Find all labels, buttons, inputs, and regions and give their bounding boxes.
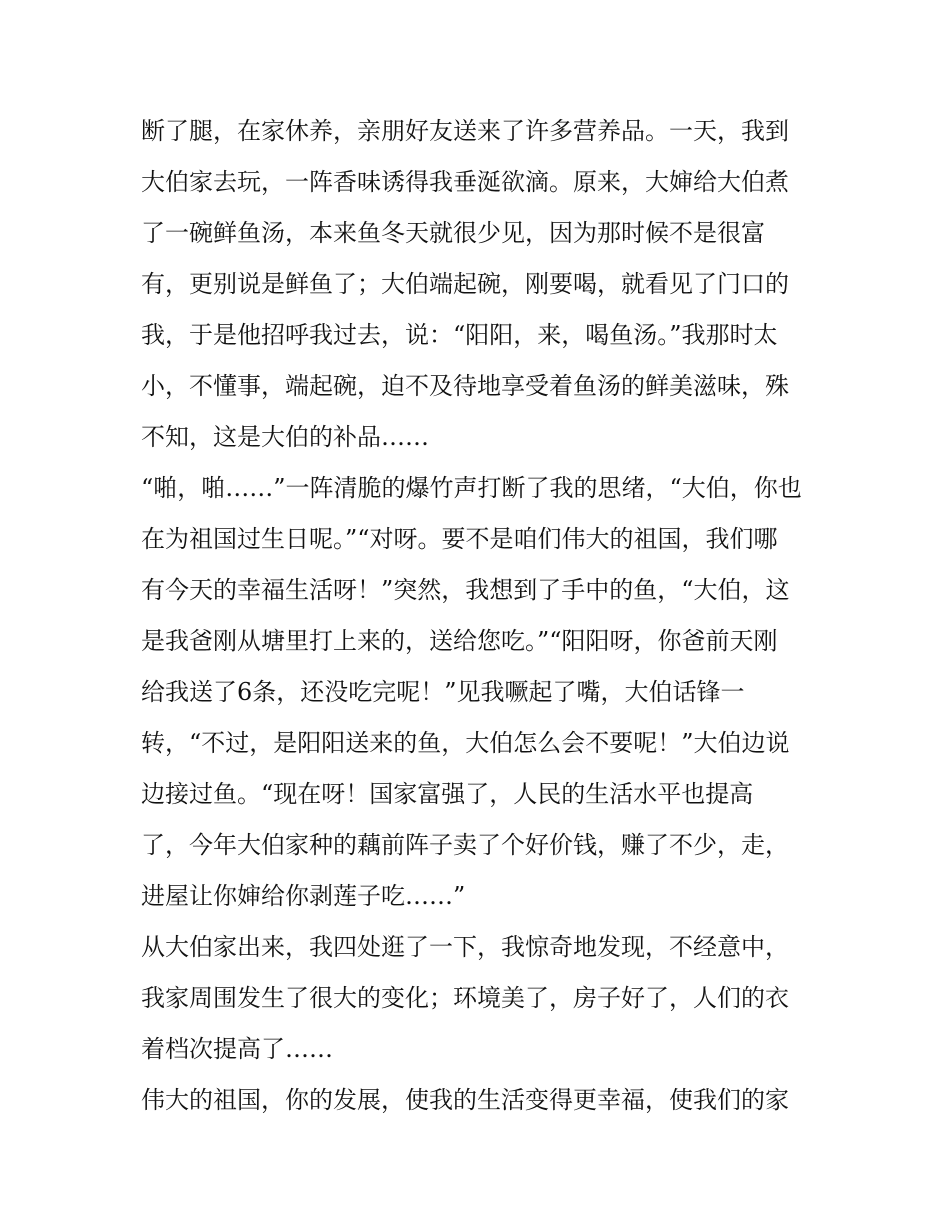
text-line: 伟大的祖国，你的发展，使我的生活变得更幸福，使我们的家 (141, 1086, 789, 1114)
text-line: 有今天的幸福生活呀！”突然，我想到了手中的鱼，“大伯，这 (141, 576, 790, 604)
text-line: 有，更别说是鲜鱼了；大伯端起碗，刚要喝，就看见了门口的 (141, 270, 789, 298)
text-line: 给我送了6条，还没吃完呢！”见我噘起了嘴，大伯话锋一 (141, 678, 745, 706)
text-line: 着档次提高了…… (141, 1035, 333, 1063)
text-line: 大伯家去玩，一阵香味诱得我垂涎欲滴。原来，大婶给大伯煮 (141, 168, 789, 196)
text-line: 小，不懂事，端起碗，迫不及待地享受着鱼汤的鲜美滋味，殊 (141, 372, 789, 400)
text-line: 断了腿，在家休养，亲朋好友送来了许多营养品。一天，我到 (141, 117, 789, 145)
text-line: 是我爸刚从塘里打上来的，送给您吃。”“阳阳呀，你爸前天刚 (141, 627, 778, 655)
text-line: 我，于是他招呼我过去，说：“阳阳，来，喝鱼汤。”我那时太 (141, 321, 778, 349)
essay-text (141, 106, 821, 1126)
text-line: 在为祖国过生日呢。”“对呀。要不是咱们伟大的祖国，我们哪 (141, 525, 778, 553)
text-line: 了一碗鲜鱼汤，本来鱼冬天就很少见，因为那时候不是很富 (141, 219, 765, 247)
text-line: 转，“不过，是阳阳送来的鱼，大伯怎么会不要呢！”大伯边说 (141, 729, 790, 757)
text-line: 进屋让你婶给你剥莲子吃……” (141, 882, 466, 910)
text-line: “啪，啪……”一阵清脆的爆竹声打断了我的思绪，“大伯，你也 (141, 474, 802, 502)
text-line: 不知，这是大伯的补品…… (141, 423, 429, 451)
text-line: 我家周围发生了很大的变化；环境美了，房子好了，人们的衣 (141, 984, 789, 1012)
text-line: 边接过鱼。“现在呀！国家富强了，人民的生活水平也提高 (141, 780, 754, 808)
text-line: 了，今年大伯家种的藕前阵子卖了个好价钱，赚了不少，走， (141, 831, 789, 859)
text-line: 从大伯家出来，我四处逛了一下，我惊奇地发现，不经意中， (141, 933, 789, 961)
